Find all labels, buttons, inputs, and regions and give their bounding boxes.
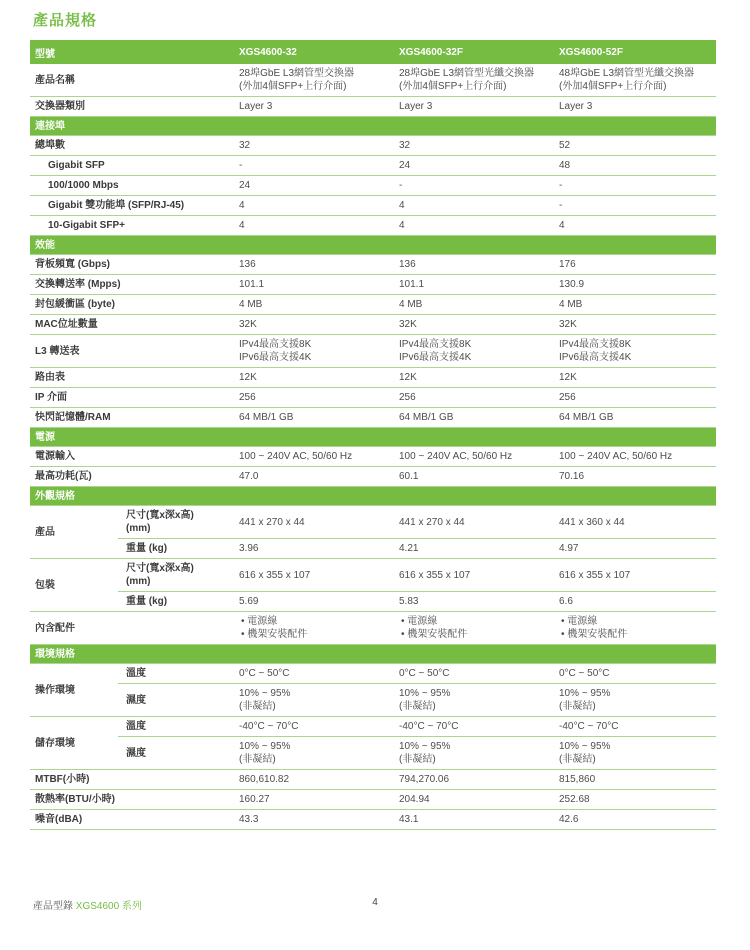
spec-value: 256 [557,388,716,408]
spec-value: Layer 3 [557,97,716,117]
spec-value: -40°C ~ 70°C [237,717,397,737]
spec-value: 860,610.82 [237,770,397,790]
row-sublabel [118,506,237,539]
spec-value: 616 x 355 x 107 [237,559,397,592]
spec-value: 0°C ~ 50°C [237,664,397,684]
spec-value: 815,860 [557,770,716,790]
row-sublabel: 濕度 [118,684,237,717]
row-label: 快閃記憶體/RAM [30,408,237,428]
spec-value: 256 [397,388,557,408]
spec-value: 4.97 [557,539,716,559]
row-label: MAC位址數量 [30,315,237,335]
spec-value: 42.6 [557,810,716,830]
spec-value: 12K [237,368,397,388]
spec-value [397,612,557,645]
spec-value: 64 MB/1 GB [397,408,557,428]
row-label: 路由表 [30,368,237,388]
spec-table [30,40,716,830]
value-line: (非凝結) [559,754,596,765]
spec-value: 204.94 [397,790,557,810]
spec-value: 100 ~ 240V AC, 50/60 Hz [237,447,397,467]
row-label: 10-Gigabit SFP+ [30,216,237,236]
spec-value: 441 x 270 x 44 [237,506,397,539]
value-line: (非凝結) [239,754,276,765]
spec-value [557,684,716,717]
row-label: 100/1000 Mbps [30,176,237,196]
row-l3-table [30,335,716,368]
spec-value: 4 MB [557,295,716,315]
value-line: (非凝結) [559,701,596,712]
row-label: 散熱率(BTU/小時) [30,790,237,810]
bullet-item: • 機架安裝配件 [559,628,710,641]
spec-value: 176 [557,255,716,275]
row-label: 交換器類別 [30,97,237,117]
spec-value: - [237,156,397,176]
spec-value [237,737,397,770]
row-label: L3 轉送表 [30,335,237,368]
spec-value: 136 [237,255,397,275]
sublabel-line: (mm) [126,523,151,534]
spec-value [397,64,557,97]
value-line: IPv6最高支援4K [559,352,632,363]
value-line: 10% ~ 95% [559,688,611,699]
row-product-weight [30,539,716,559]
value-line: IPv4最高支援8K [399,339,472,350]
row-packet-buffer [30,295,716,315]
spec-value: 136 [397,255,557,275]
spec-value: 4 [397,216,557,236]
spec-value: 252.68 [557,790,716,810]
row-sublabel: 重量 (kg) [118,592,237,612]
row-switch-class [30,97,716,117]
row-backplane [30,255,716,275]
spec-value: 24 [397,156,557,176]
spec-value: 12K [557,368,716,388]
value-line: 10% ~ 95% [399,688,451,699]
value-line: (非凝結) [239,701,276,712]
row-label: 背板頻寬 (Gbps) [30,255,237,275]
row-sublabel: 溫度 [118,717,237,737]
row-heat-dissipation [30,790,716,810]
table-header-row [30,40,716,64]
spec-value: 64 MB/1 GB [237,408,397,428]
spec-value: 64 MB/1 GB [557,408,716,428]
spec-value: 0°C ~ 50°C [557,664,716,684]
spec-value: 43.3 [237,810,397,830]
value-line: 28埠GbE L3網管型光纖交換器 [399,68,535,79]
spec-value: 4 [237,196,397,216]
spec-value: 101.1 [237,275,397,295]
value-line: (外加4個SFP+上行介面) [399,81,507,92]
row-label: 噪音(dBA) [30,810,237,830]
spec-value: 48 [557,156,716,176]
row-operating-temperature [30,664,716,684]
bullet-item: • 機架安裝配件 [399,628,551,641]
sublabel-line: (mm) [126,576,151,587]
row-ip-interface [30,388,716,408]
row-sublabel: 溫度 [118,664,237,684]
page-title: 產品規格 [33,12,98,29]
sublabel-line: 尺寸(寬x深x高) [126,563,194,574]
group-label-product: 產品 [30,506,118,559]
spec-value: 4 MB [237,295,397,315]
bullet-item: • 電源線 [559,615,710,628]
row-label: Gigabit SFP [30,156,237,176]
value-line: 10% ~ 95% [239,688,291,699]
spec-value [237,64,397,97]
spec-value [397,335,557,368]
spec-value: 441 x 360 x 44 [557,506,716,539]
row-packing-weight [30,592,716,612]
spec-value [557,612,716,645]
spec-value: 5.83 [397,592,557,612]
spec-value [237,335,397,368]
row-mtbf [30,770,716,790]
row-label: 封包緩衝區 (byte) [30,295,237,315]
row-accessories [30,612,716,645]
value-line: (非凝結) [399,754,436,765]
spec-value [237,684,397,717]
row-product-name [30,64,716,97]
spec-value: 12K [397,368,557,388]
spec-value: - [397,176,557,196]
row-label: 最高功耗(瓦) [30,467,237,487]
spec-value: 32K [557,315,716,335]
footer-catalog-label: 產品型錄 [33,901,73,912]
spec-value: 616 x 355 x 107 [397,559,557,592]
row-routing-table [30,368,716,388]
row-storage-humidity [30,737,716,770]
spec-value: 32 [237,136,397,156]
bullet-item: • 電源線 [399,615,551,628]
spec-value: 0°C ~ 50°C [397,664,557,684]
group-label-operating-env: 操作環境 [30,664,118,717]
row-power-input [30,447,716,467]
value-line: IPv4最高支援8K [239,339,312,350]
spec-value: 4 [237,216,397,236]
value-line: 10% ~ 95% [399,741,451,752]
row-label: Gigabit 雙功能埠 (SFP/RJ-45) [30,196,237,216]
row-max-power [30,467,716,487]
row-sublabel: 重量 (kg) [118,539,237,559]
row-label: 電源輸入 [30,447,237,467]
spec-value: 3.96 [237,539,397,559]
value-line: 10% ~ 95% [239,741,291,752]
header-model-2: XGS4600-32F [397,40,557,64]
group-label-packing: 包裝 [30,559,118,612]
header-model-3: XGS4600-52F [557,40,716,64]
footer-page-number: 4 [372,897,378,908]
row-label: 交換轉送率 (Mpps) [30,275,237,295]
group-label-storage-env: 儲存環境 [30,717,118,770]
spec-value: 794,270.06 [397,770,557,790]
row-10g-sfp-plus [30,216,716,236]
spec-value: 616 x 355 x 107 [557,559,716,592]
spec-value: - [557,176,716,196]
spec-value: 256 [237,388,397,408]
spec-value: - [557,196,716,216]
spec-value: 160.27 [237,790,397,810]
spec-value: 32 [397,136,557,156]
row-packing-dimension [30,559,716,592]
spec-value: -40°C ~ 70°C [397,717,557,737]
section-title: 外觀規格 [30,487,716,506]
row-label: IP 介面 [30,388,237,408]
row-total-ports [30,136,716,156]
spec-value [557,737,716,770]
spec-value: 70.16 [557,467,716,487]
value-line: IPv4最高支援8K [559,339,632,350]
value-line: IPv6最高支援4K [239,352,312,363]
header-model-1: XGS4600-32 [237,40,397,64]
section-title: 環境規格 [30,645,716,664]
value-line: 28埠GbE L3網管型交換器 [239,68,355,79]
section-physical [30,487,716,506]
row-label: MTBF(小時) [30,770,237,790]
spec-value: 100 ~ 240V AC, 50/60 Hz [397,447,557,467]
spec-value: 100 ~ 240V AC, 50/60 Hz [557,447,716,467]
bullet-item: • 電源線 [239,615,391,628]
spec-value [397,684,557,717]
spec-value: 24 [237,176,397,196]
section-ports [30,117,716,136]
row-label: 產品名稱 [30,64,237,97]
row-100-1000-mbps [30,176,716,196]
row-noise [30,810,716,830]
row-label: 內含配件 [30,612,237,645]
spec-value: 47.0 [237,467,397,487]
section-title: 效能 [30,236,716,255]
header-model-label: 型號 [30,40,237,64]
value-line: 10% ~ 95% [559,741,611,752]
spec-value: 6.6 [557,592,716,612]
spec-value: 43.1 [397,810,557,830]
spec-value: 4 MB [397,295,557,315]
bullet-item: • 機架安裝配件 [239,628,391,641]
row-gigabit-sfp [30,156,716,176]
row-product-dimension [30,506,716,539]
sublabel-line: 尺寸(寬x深x高) [126,510,194,521]
spec-value: 4.21 [397,539,557,559]
row-storage-temperature [30,717,716,737]
spec-value: 101.1 [397,275,557,295]
row-sublabel: 濕度 [118,737,237,770]
section-performance [30,236,716,255]
row-dual-personality [30,196,716,216]
row-forwarding-rate [30,275,716,295]
spec-value: 441 x 270 x 44 [397,506,557,539]
row-label: 總埠數 [30,136,237,156]
spec-value: 60.1 [397,467,557,487]
row-operating-humidity [30,684,716,717]
value-line: 48埠GbE L3網管型光纖交換器 [559,68,695,79]
spec-value [397,737,557,770]
value-line: IPv6最高支援4K [399,352,472,363]
spec-value: 52 [557,136,716,156]
spec-value [237,612,397,645]
row-mac-table [30,315,716,335]
value-line: (外加4個SFP+上行介面) [559,81,667,92]
spec-value [557,64,716,97]
value-line: (非凝結) [399,701,436,712]
spec-value: -40°C ~ 70°C [557,717,716,737]
spec-value: 4 [397,196,557,216]
spec-value: 5.69 [237,592,397,612]
spec-value: 32K [397,315,557,335]
row-flash-ram [30,408,716,428]
value-line: (外加4個SFP+上行介面) [239,81,347,92]
row-sublabel [118,559,237,592]
spec-value: 32K [237,315,397,335]
spec-value: 130.9 [557,275,716,295]
section-environment [30,645,716,664]
section-title: 連接埠 [30,117,716,136]
section-power [30,428,716,447]
section-title: 電源 [30,428,716,447]
spec-value [557,335,716,368]
footer-series-label: XGS4600 系列 [75,901,142,912]
spec-value: 4 [557,216,716,236]
spec-value: Layer 3 [237,97,397,117]
spec-value: Layer 3 [397,97,557,117]
